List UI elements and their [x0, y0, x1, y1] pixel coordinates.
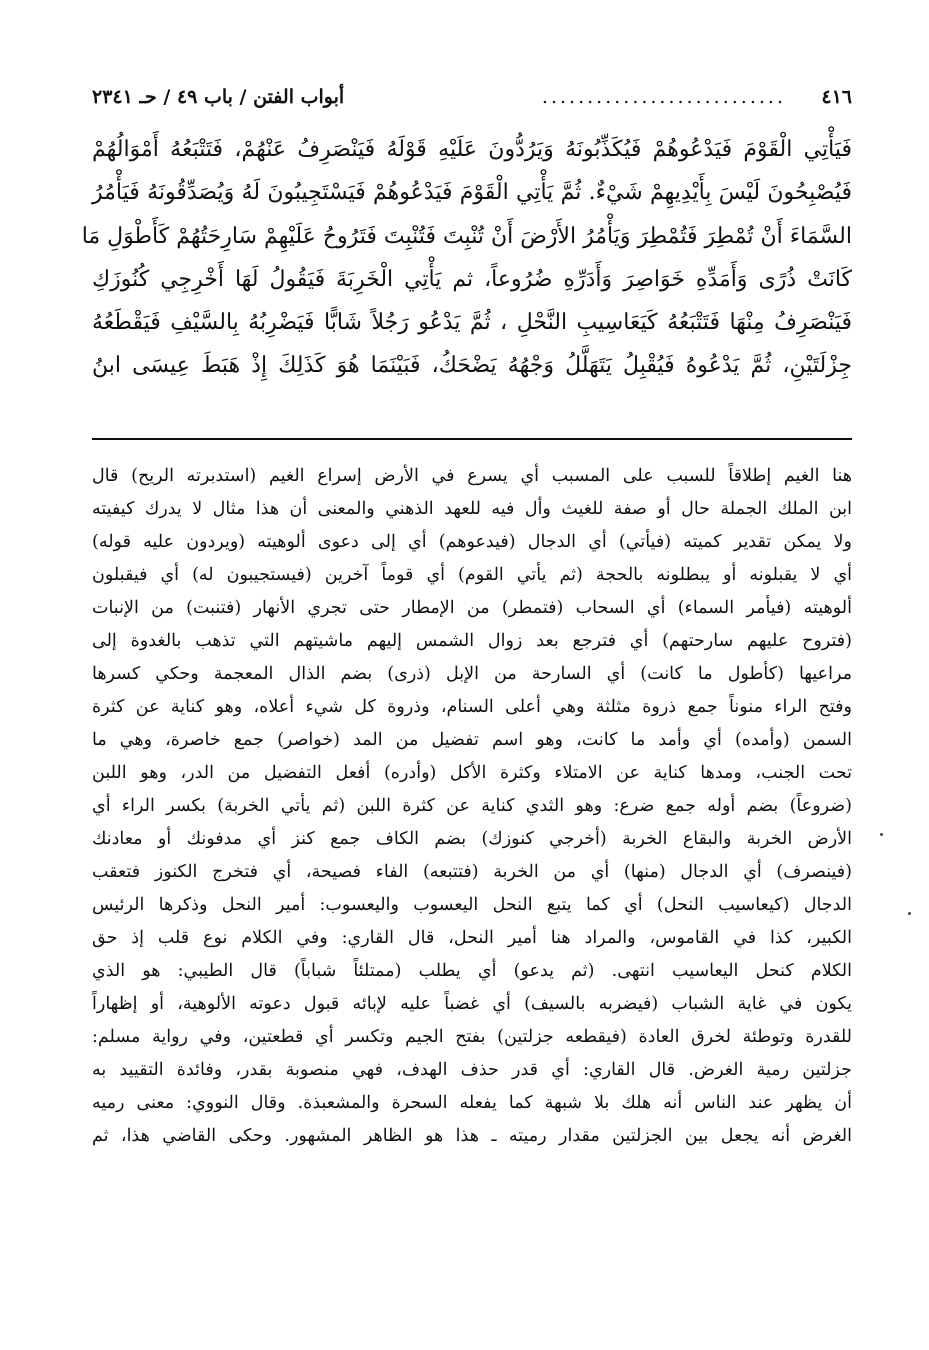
commentary-line: هنا الغيم إطلاقاً للسبب على المسبب أي يسرع في الأرض إسراع الغيم (استدبرته الريح) قال — [92, 466, 852, 486]
commentary-line: يكون في غاية الشباب (فيضربه بالسيف) أي غضباً عليه لإبائه قبول دعوته الألوهية، أو إظهاراً — [92, 994, 852, 1014]
scan-speck — [880, 833, 883, 836]
section-divider — [92, 438, 852, 440]
commentary-line: الكلام كنحل اليعاسيب انتهى. (ثم يدعو) أي يطلب (ممتلئاً شباباً) قال الطيبي: هو الذي — [92, 961, 852, 981]
commentary-line: الأرض الخربة والبقاع الخربة (أخرجي كنوزك) بضم الكاف جمع كنز أي مدفونك أو معادنك — [92, 829, 852, 849]
page-number: ٤١٦ — [821, 86, 852, 108]
hadith-line: السَّمَاءَ أَنْ تُمْطِرَ فَتُمْطِرَ وَيَأْمُرُ الأَرْضَ أَنْ تُنْبِتَ فَتُنْبِتَ فَتَرُوحُ عَلَيْهِمْ سَارِحَتُهُمْ كَأَطْوَلِ مَا — [81, 223, 852, 249]
page-header — [92, 86, 852, 116]
hadith-line: جِزْلَتَيْنِ، ثُمَّ يَدْعُوهُ فَيُقْبِلُ يَتَهَلَّلُ وَجْهُهُ يَضْحَكُ، فَبَيْنَمَا هُوَ كَذَلِكَ إِذْ هَبَطَ عِيسَى ابنُ — [92, 353, 852, 379]
commentary-line: ولا يمكن تقدير كميته (فيأتي) أي الدجال (فيدعوهم) أي إلى دعوى ألوهيته (ويردون عليه قوله) — [92, 532, 852, 552]
commentary-line: الكبير، كذا في القاموس، والمراد هنا أمير النحل، قال القاري: وفي الكلام نوع قلب إذ حق — [92, 928, 852, 948]
commentary-line: (فينصرف) أي الدجال (منها) أي من الخربة (فتتبعه) الفاء فصيحة، أي فتخرج الكنوز فتعقب — [92, 862, 852, 882]
hadith-line: فَيَنْصَرِفُ مِنْهَا فَتَتْبَعُهُ كَيَعَاسِيبِ النَّحْلِ ، ثُمَّ يَدْعُو رَجُلاً شَابًّا فَيَضْرِبُهُ بِالسَّيْفِ فَيَقْطَعُهُ — [92, 310, 852, 336]
commentary-line: (فتروح عليهم سارحتهم) أي فترجع بعد زوال الشمس إليهم ماشيتهم التي تذهب بالغدوة إلى — [92, 631, 852, 651]
hadith-line: فَيُصْبِحُونَ لَيْسَ بِأَيْدِيهِمْ شَيْءٌ. ثُمَّ يَأْتِي الْقَوْمَ فَيَدْعُوهُمْ فَيَسْتَجِيبُونَ لَهُ وَيُصَدِّقُونَهُ فَيَأْمُرُ — [92, 180, 852, 206]
commentary-line: ألوهيته (فيأمر السماء) أي السحاب (فتمطر) من الإمطار حتى تجري الأنهار (فتنبت) من الإنبات — [92, 598, 852, 618]
commentary-line: (ضروعاً) بضم أوله جمع ضرع: وهو الثدي كناية عن كثرة اللبن (ثم يأتي الخربة) بكسر الراء أي — [92, 796, 852, 816]
commentary-line: مراعيها (كأطول ما كانت) أي السارحة من الإبل (ذرى) بضم الذال المعجمة وحكي كسرها — [92, 664, 852, 684]
header-dot-leader: ........................... — [541, 86, 786, 108]
commentary-line: وفتح الراء منوناً جمع ذروة مثلثة وهي أعلى السنام، وذروة كل شيء أعلاه، وهو كناية عن كثرة — [92, 697, 852, 717]
scan-speck — [908, 912, 911, 915]
commentary-line: السمن (وأمده) أي وأمد ما كانت، وهو اسم تفضيل من المد (خواصر) جمع خاصرة، وهي ما — [92, 730, 852, 750]
commentary-line: ابن الملك الجملة حال أو صفة للغيث وأل فيه للعهد الذهني والمعنى أن هذا مثال لا يدرك كيفيته — [92, 499, 852, 519]
commentary-line: الدجال (كيعاسيب النحل) أي كما يتبع النحل اليعسوب واليعسوب: أمير النحل وذكرها الرئيس — [92, 895, 852, 915]
commentary-line: أن يظهر عند الناس أنه هلك بلا شبهة كما يفعله السحرة والمشعبذة. وقال النووي: معنى رميه — [92, 1093, 852, 1113]
commentary-line: للقدرة وتوطئة لخرق العادة (فيقطعه جزلتين) بفتح الجيم وتكسر أي قطعتين، وفي رواية مسلم: — [92, 1027, 852, 1047]
commentary-line: جزلتين رمية الغرض. قال القاري: أي قدر حذف الهدف، فهي منصوبة بقدر، وفائدة التقييد به — [92, 1060, 852, 1080]
commentary-text — [92, 460, 852, 1153]
hadith-text — [81, 128, 852, 388]
commentary-line: الغرض أنه يجعل بين الجزلتين مقدار رميته ـ هذا هو الظاهر المشهور. وحكى القاضي هذا، ثم — [92, 1126, 852, 1146]
hadith-line: فَيَأْتِي الْقَوْمَ فَيَدْعُوهُمْ فَيُكَذِّبُونَهُ وَيَرُدُّونَ عَلَيْهِ قَوْلَهُ فَيَنْصَرِفُ عَنْهُمْ، فَتَتْبَعُهُ أَمْوَالُهُمْ — [92, 137, 852, 162]
commentary-line: تحت الجنب، ومدها كناية عن الامتلاء وكثرة الأكل (وأدره) أفعل التفضيل من الدر، وهو اللبن — [92, 763, 852, 783]
running-title: أبواب الفتن / باب ٤٩ / حـ ٢٣٤١ — [92, 86, 345, 108]
commentary-line: أي لا يقبلونه أو يبطلونه بالحجة (ثم يأتي القوم) أي قوماً آخرين (فيستجيبون له) أي فيقبلون — [92, 565, 852, 585]
hadith-line: كَانَتْ ذُرًى وَأَمَدِّهِ خَوَاصِرَ وَأَدَرِّهِ ضُرُوعاً، ثم يَأْتِي الْخَرِبَةَ فَيَقُولُ لَهَا أَخْرِجِي كُنُوزَكِ — [92, 266, 852, 292]
